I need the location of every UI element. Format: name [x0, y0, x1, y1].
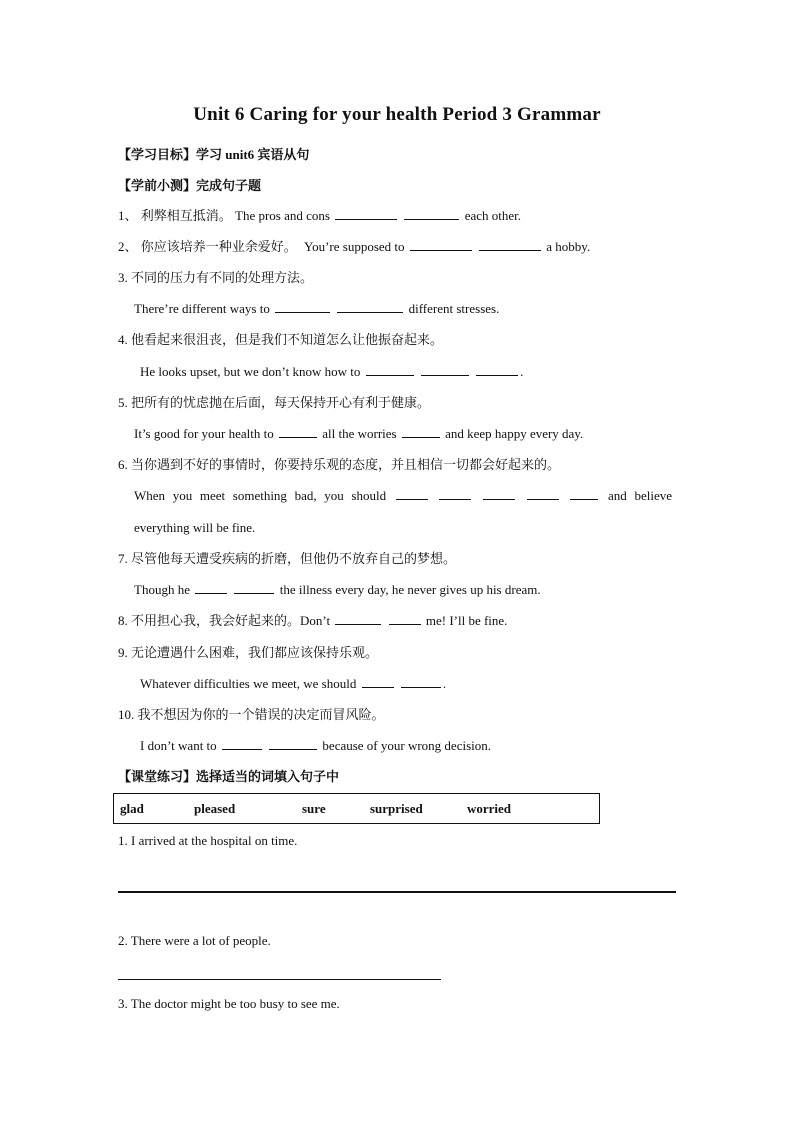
answer-blank[interactable] — [366, 363, 414, 376]
pretest-item-6-en: When you meet something bad, you should and believe — [134, 488, 672, 503]
pretest-item-5-en: It’s good for your health to all the worries and keep happy every day. — [134, 426, 584, 441]
answer-line[interactable] — [118, 891, 676, 893]
word-bank-word: glad — [120, 801, 144, 816]
pretest-item-7-en: Though he the illness every day, he never gives up his dream. — [134, 582, 541, 597]
pretest-item-10-en: I don’t want to because of your wrong decision. — [140, 738, 492, 753]
answer-blank[interactable] — [570, 487, 598, 500]
answer-blank[interactable] — [439, 487, 471, 500]
answer-line[interactable] — [118, 979, 441, 980]
pretest-item-5-cn: 5. 把所有的忧虑抛在后面，每天保持开心有利于健康。 — [118, 395, 431, 410]
word-bank-word: worried — [467, 801, 512, 816]
answer-blank[interactable] — [476, 363, 518, 376]
answer-blank[interactable] — [389, 612, 421, 625]
word-bank-word: sure — [302, 801, 326, 816]
answer-blank[interactable] — [362, 675, 394, 688]
goal-heading: 【学习目标】学习 unit6 宾语从句 — [118, 147, 310, 162]
pretest-item-10-cn: 10. 我不想因为你的一个错误的决定而冒风险。 — [118, 707, 385, 722]
answer-blank[interactable] — [479, 238, 541, 251]
pretest-item-6-en-cont: everything will be fine. — [134, 520, 256, 535]
answer-blank[interactable] — [195, 581, 227, 594]
practice-sentence-2: 2. There were a lot of people. — [118, 933, 271, 948]
answer-blank[interactable] — [234, 581, 274, 594]
pretest-item-4-en: He looks upset, but we don’t know how to . — [140, 364, 524, 379]
pretest-item-3-cn: 3. 不同的压力有不同的处理方法。 — [118, 270, 314, 285]
answer-blank[interactable] — [404, 207, 459, 220]
answer-blank[interactable] — [396, 487, 428, 500]
pretest-item-8: 8. 不用担心我，我会好起来的。Don’t me! I’ll be fine. — [118, 613, 508, 628]
word-bank-box — [113, 793, 600, 824]
answer-blank[interactable] — [337, 300, 403, 313]
pretest-item-9-cn: 9. 无论遭遇什么困难，我们都应该保持乐观。 — [118, 645, 379, 660]
answer-blank[interactable] — [222, 737, 262, 750]
practice-sentence-1: 1. I arrived at the hospital on time. — [118, 833, 298, 848]
pretest-item-2: 2、 你应该培养一种业余爱好。 You’re supposed to a hobby. — [118, 239, 591, 254]
answer-blank[interactable] — [401, 675, 441, 688]
answer-blank[interactable] — [275, 300, 330, 313]
pretest-item-9-en: Whatever difficulties we meet, we should . — [140, 676, 447, 691]
answer-blank[interactable] — [421, 363, 469, 376]
pretest-item-4-cn: 4. 他看起来很沮丧，但是我们不知道怎么让他振奋起来。 — [118, 332, 444, 347]
pretest-item-1: 1、 利弊相互抵消。 The pros and cons each other. — [118, 208, 522, 223]
pretest-item-7-cn: 7. 尽管他每天遭受疾病的折磨，但他仍不放弃自己的梦想。 — [118, 551, 457, 566]
word-bank-word: pleased — [194, 801, 236, 816]
answer-blank[interactable] — [335, 612, 381, 625]
page-title: Unit 6 Caring for your health Period 3 Grammar — [193, 104, 601, 125]
answer-blank[interactable] — [279, 425, 317, 438]
answer-blank[interactable] — [410, 238, 472, 251]
answer-blank[interactable] — [269, 737, 317, 750]
practice-sentence-3: 3. The doctor might be too busy to see me. — [118, 996, 340, 1011]
answer-blank[interactable] — [527, 487, 559, 500]
word-bank-word: surprised — [370, 801, 423, 816]
answer-blank[interactable] — [483, 487, 515, 500]
answer-blank[interactable] — [335, 207, 397, 220]
pretest-item-6-cn: 6. 当你遇到不好的事情时，你要持乐观的态度，并且相信一切都会好起来的。 — [118, 457, 561, 472]
pretest-item-3-en: There’re different ways to different stresses. — [134, 301, 500, 316]
answer-blank[interactable] — [402, 425, 440, 438]
pretest-heading: 【学前小测】完成句子题 — [118, 178, 262, 193]
practice-heading: 【课堂练习】选择适当的词填入句子中 — [118, 769, 340, 784]
